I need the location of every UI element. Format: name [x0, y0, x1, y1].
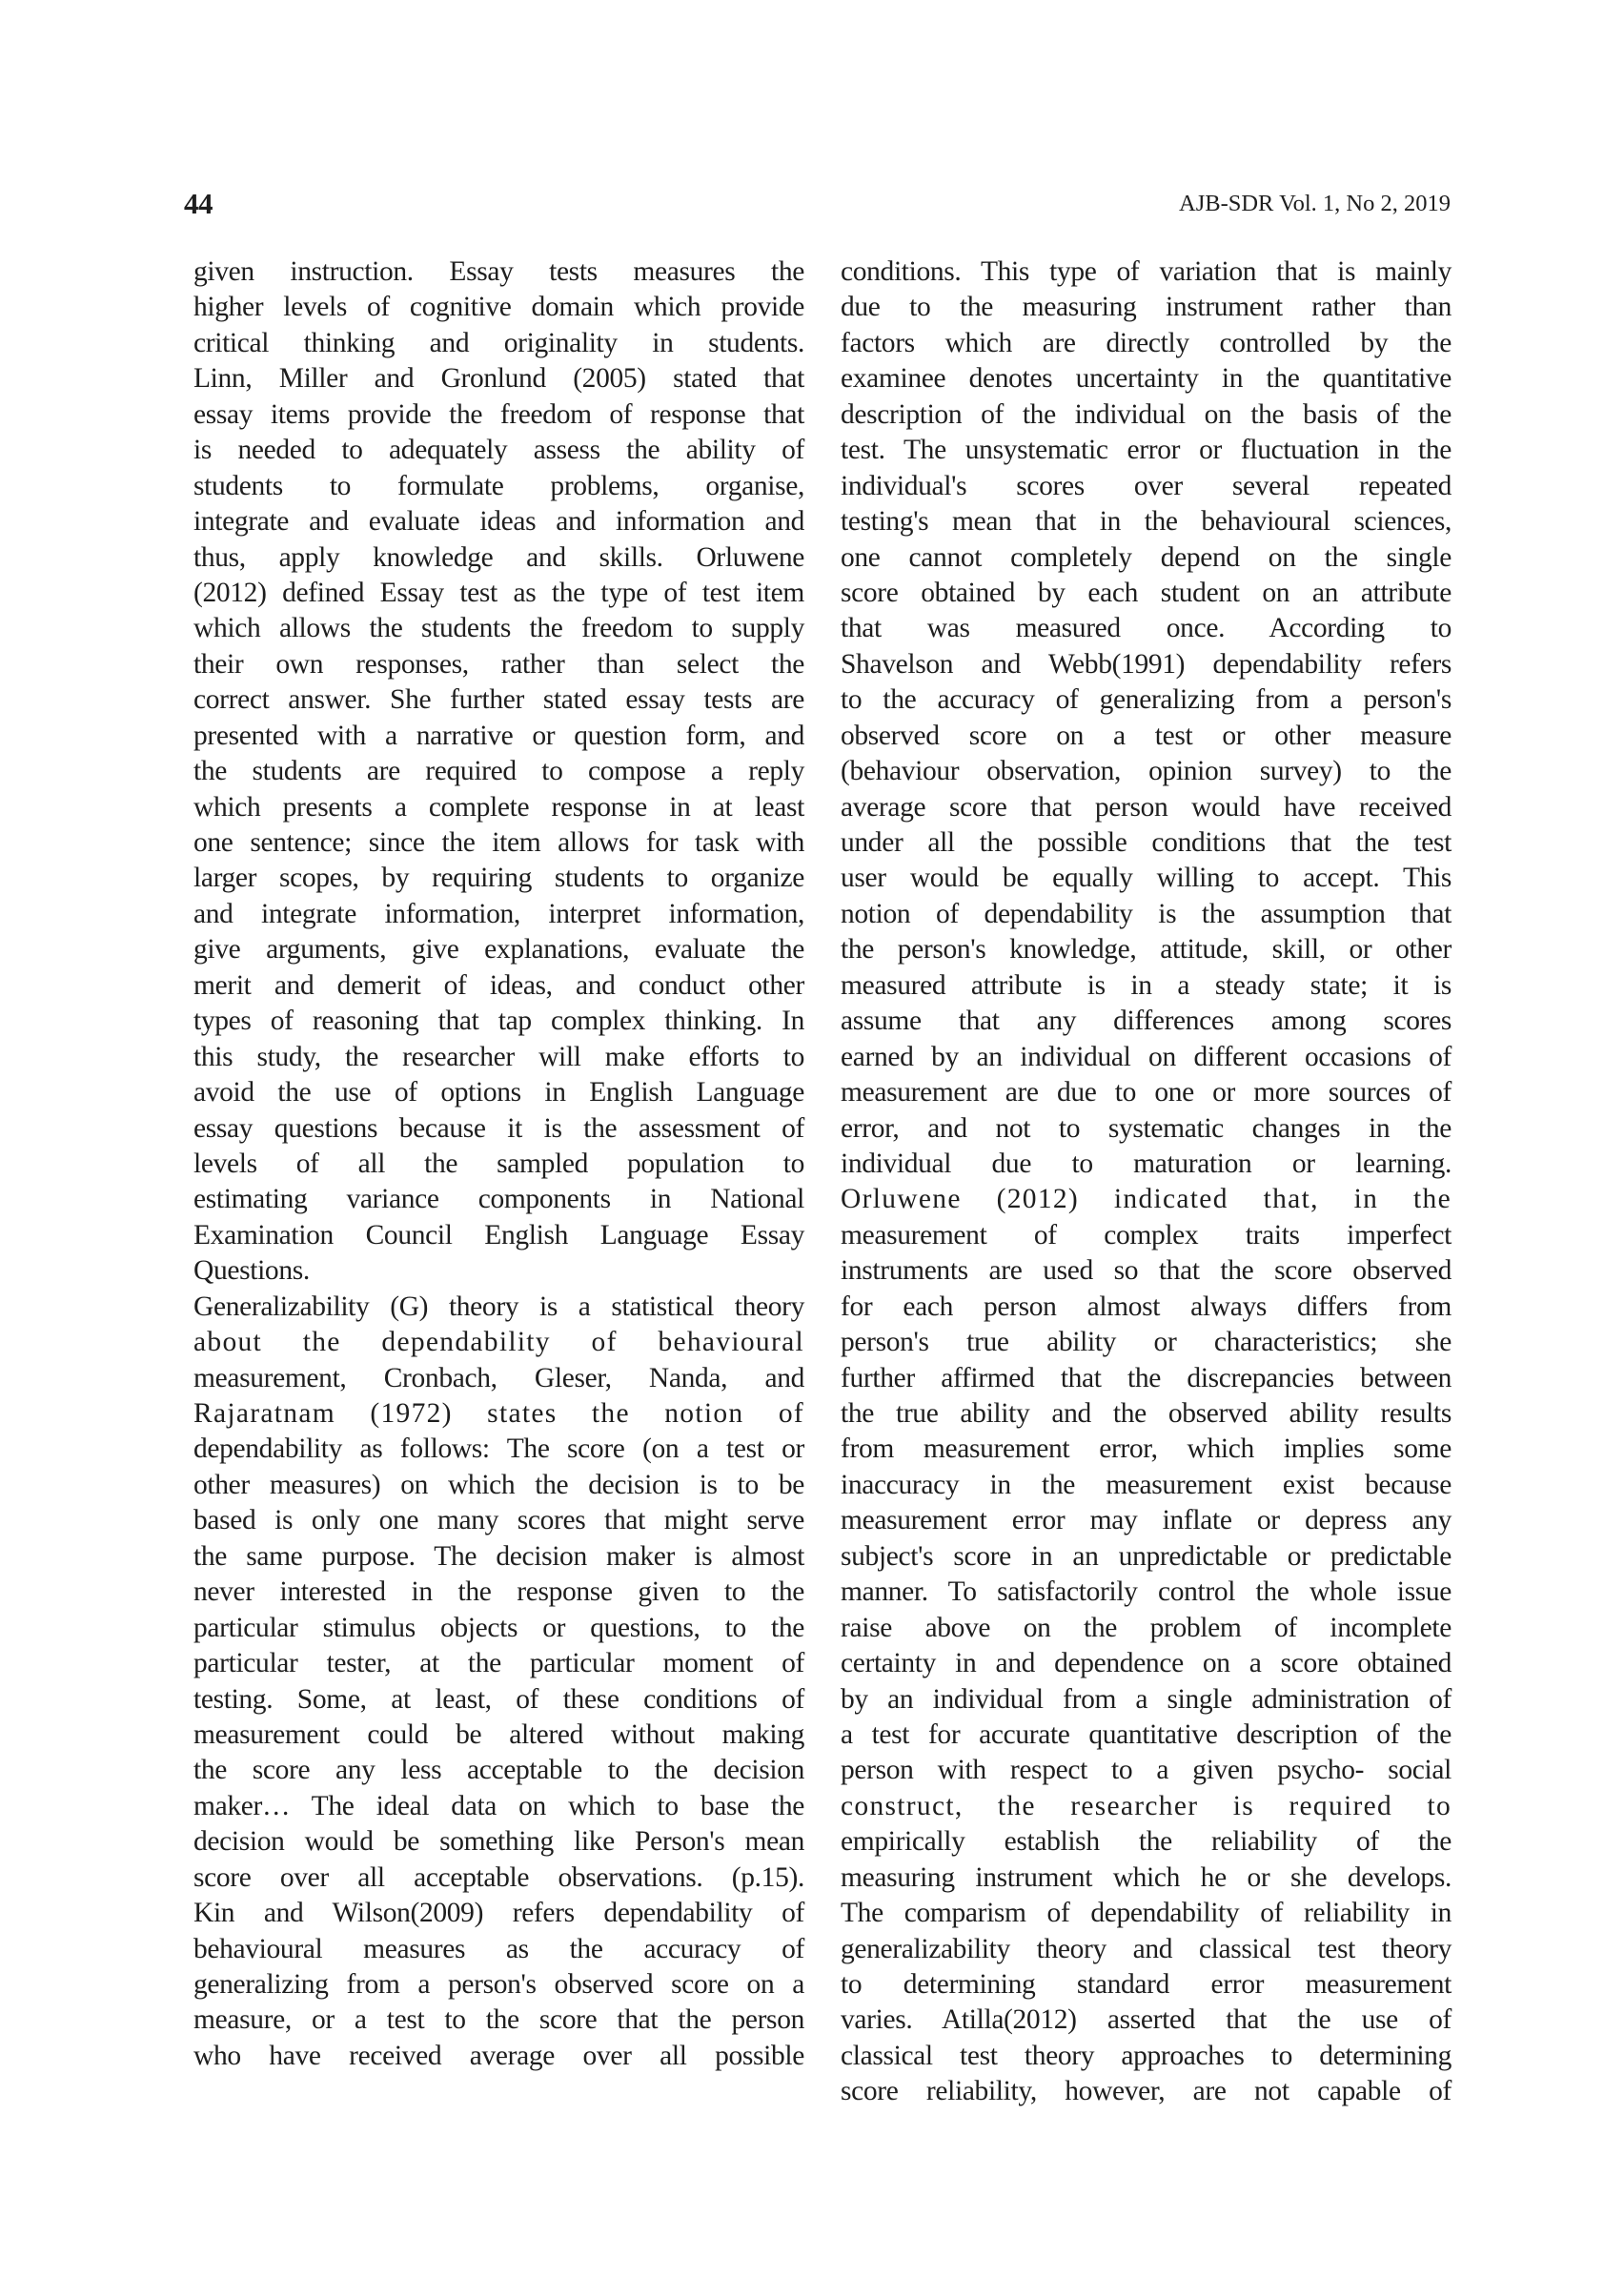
- text-line: students to formulate problems, organise,: [193, 470, 804, 501]
- text-line: Kin and Wilson(2009) refers dependability of: [193, 1898, 804, 1929]
- text-line: measuring instrument which he or she develops.: [841, 1861, 1451, 1893]
- text-line: person with respect to a given psycho- social: [841, 1755, 1451, 1786]
- text-line: earned by an individual on different occasions of: [841, 1041, 1451, 1072]
- text-line: Shavelson and Webb(1991) dependability refers: [841, 648, 1451, 680]
- text-line: that was measured once. According to: [841, 613, 1451, 644]
- text-line: Linn, Miller and Gronlund (2005) stated that: [193, 363, 804, 395]
- text-line: critical thinking and originality in students.: [193, 327, 804, 358]
- text-line: (2012) defined Essay test as the type of test item: [193, 577, 804, 608]
- text-line: higher levels of cognitive domain which provide: [193, 292, 804, 323]
- text-line: score reliability, however, are not capable of: [841, 2076, 1451, 2107]
- text-line: score over all acceptable observations. (p.15).: [193, 1861, 804, 1893]
- text-line: person's true ability or characteristics; she: [841, 1327, 1451, 1358]
- text-line: user would be equally willing to accept. This: [841, 863, 1451, 894]
- text-line: which presents a complete response in at least: [193, 791, 804, 823]
- text-line: due to the measuring instrument rather than: [841, 292, 1451, 323]
- text-line: varies. Atilla(2012) asserted that the use of: [841, 2004, 1451, 2036]
- text-line: measurement error may inflate or depress any: [841, 1505, 1451, 1536]
- text-line: avoid the use of options in English Language: [193, 1077, 804, 1108]
- text-line: under all the possible conditions that the test: [841, 827, 1451, 858]
- text-line: measurement of complex traits imperfect: [841, 1219, 1451, 1250]
- page-number: 44: [184, 187, 213, 220]
- text-line: one cannot completely depend on the single: [841, 541, 1451, 573]
- text-line: further affirmed that the discrepancies between: [841, 1362, 1451, 1393]
- text-line: for each person almost always differs from: [841, 1291, 1451, 1322]
- text-line: the true ability and the observed ability results: [841, 1398, 1451, 1429]
- text-line: generalizability theory and classical test theory: [841, 1933, 1451, 1964]
- text-line: The comparism of dependability of reliability in: [841, 1898, 1451, 1929]
- text-line: empirically establish the reliability of the: [841, 1826, 1451, 1858]
- text-line: average score that person would have received: [841, 791, 1451, 823]
- text-line: one sentence; since the item allows for task with: [193, 827, 804, 858]
- text-line: testing. Some, at least, of these conditions of: [193, 1683, 804, 1715]
- text-line: thus, apply knowledge and skills. Orluwene: [193, 541, 804, 573]
- text-line: is needed to adequately assess the ability of: [193, 435, 804, 466]
- text-line: a test for accurate quantitative description of the: [841, 1718, 1451, 1750]
- text-line: behavioural measures as the accuracy of: [193, 1933, 804, 1964]
- text-line: and integrate information, interpret information,: [193, 898, 804, 929]
- text-line: maker… The ideal data on which to base the: [193, 1790, 804, 1821]
- text-line: individual due to maturation or learning.: [841, 1148, 1451, 1179]
- text-line: give arguments, give explanations, evaluate the: [193, 934, 804, 966]
- text-line: the person's knowledge, attitude, skill, or other: [841, 934, 1451, 966]
- text-line: individual's scores over several repeated: [841, 470, 1451, 501]
- text-line: generalizing from a person's observed score on a: [193, 1969, 804, 2000]
- text-line: other measures) on which the decision is to be: [193, 1469, 804, 1500]
- text-line: notion of dependability is the assumption that: [841, 898, 1451, 929]
- text-line: Examination Council English Language Essay: [193, 1219, 804, 1250]
- text-line: factors which are directly controlled by the: [841, 327, 1451, 358]
- text-line: measurement are due to one or more sources of: [841, 1077, 1451, 1108]
- text-line: types of reasoning that tap complex thinking. In: [193, 1006, 804, 1037]
- text-line: Questions.: [193, 1255, 310, 1287]
- text-line: Orluwene (2012) indicated that, in the: [841, 1184, 1451, 1215]
- text-line: particular tester, at the particular moment of: [193, 1648, 804, 1679]
- text-line: Generalizability (G) theory is a statistical theory: [193, 1291, 804, 1322]
- text-line: particular stimulus objects or questions, to the: [193, 1612, 804, 1643]
- journal-running-header: AJB-SDR Vol. 1, No 2, 2019: [1179, 191, 1451, 216]
- text-line: raise above on the problem of incomplete: [841, 1612, 1451, 1643]
- text-line: correct answer. She further stated essay tests are: [193, 684, 804, 716]
- text-line: by an individual from a single administration of: [841, 1683, 1451, 1715]
- text-line: measurement could be altered without making: [193, 1718, 804, 1750]
- text-line: dependability as follows: The score (on a test or: [193, 1433, 804, 1465]
- text-line: observed score on a test or other measure: [841, 720, 1451, 751]
- text-line: the students are required to compose a reply: [193, 756, 804, 787]
- text-line: the score any less acceptable to the decision: [193, 1755, 804, 1786]
- text-line: to determining standard error measurement: [841, 1969, 1451, 2000]
- text-line: conditions. This type of variation that is mainly: [841, 256, 1451, 287]
- text-line: integrate and evaluate ideas and information and: [193, 506, 804, 538]
- right-text-column: [841, 254, 1451, 2110]
- text-line: description of the individual on the basis of the: [841, 398, 1451, 430]
- text-line: which allows the students the freedom to supply: [193, 613, 804, 644]
- text-line: examinee denotes uncertainty in the quantitative: [841, 363, 1451, 395]
- text-line: to the accuracy of generalizing from a person's: [841, 684, 1451, 716]
- text-line: (behaviour observation, opinion survey) to the: [841, 756, 1451, 787]
- text-line: construct, the researcher is required to: [841, 1790, 1451, 1821]
- text-line: measurement, Cronbach, Gleser, Nanda, and: [193, 1362, 804, 1393]
- text-line: classical test theory approaches to determining: [841, 2040, 1451, 2071]
- text-line: measured attribute is in a steady state; it is: [841, 969, 1451, 1001]
- left-text-column: [193, 254, 804, 2074]
- text-line: essay questions because it is the assessment of: [193, 1112, 804, 1144]
- text-line: estimating variance components in National: [193, 1184, 804, 1215]
- text-line: given instruction. Essay tests measures the: [193, 256, 804, 287]
- text-line: this study, the researcher will make efforts to: [193, 1041, 804, 1072]
- text-line: essay items provide the freedom of response that: [193, 398, 804, 430]
- text-line: presented with a narrative or question form, and: [193, 720, 804, 751]
- text-line: never interested in the response given to the: [193, 1576, 804, 1608]
- text-line: manner. To satisfactorily control the whole issue: [841, 1576, 1451, 1608]
- text-line: assume that any differences among scores: [841, 1006, 1451, 1037]
- text-line: certainty in and dependence on a score obtained: [841, 1648, 1451, 1679]
- text-line: measure, or a test to the score that the person: [193, 2004, 804, 2036]
- text-line: error, and not to systematic changes in the: [841, 1112, 1451, 1144]
- text-line: instruments are used so that the score observed: [841, 1255, 1451, 1287]
- text-line: testing's mean that in the behavioural sciences,: [841, 506, 1451, 538]
- text-line: who have received average over all possible: [193, 2040, 804, 2071]
- text-line: merit and demerit of ideas, and conduct other: [193, 969, 804, 1001]
- text-line: the same purpose. The decision maker is almost: [193, 1540, 804, 1572]
- text-line: score obtained by each student on an attribute: [841, 577, 1451, 608]
- text-line: based is only one many scores that might serve: [193, 1505, 804, 1536]
- text-line: subject's score in an unpredictable or predictable: [841, 1540, 1451, 1572]
- text-line: inaccuracy in the measurement exist because: [841, 1469, 1451, 1500]
- text-line: levels of all the sampled population to: [193, 1148, 804, 1179]
- text-line: decision would be something like Person's mean: [193, 1826, 804, 1858]
- text-line: about the dependability of behavioural: [193, 1327, 804, 1358]
- text-line: test. The unsystematic error or fluctuation in the: [841, 435, 1451, 466]
- text-line: from measurement error, which implies some: [841, 1433, 1451, 1465]
- text-line: their own responses, rather than select the: [193, 648, 804, 680]
- text-line: larger scopes, by requiring students to organize: [193, 863, 804, 894]
- text-line: Rajaratnam (1972) states the notion of: [193, 1398, 804, 1429]
